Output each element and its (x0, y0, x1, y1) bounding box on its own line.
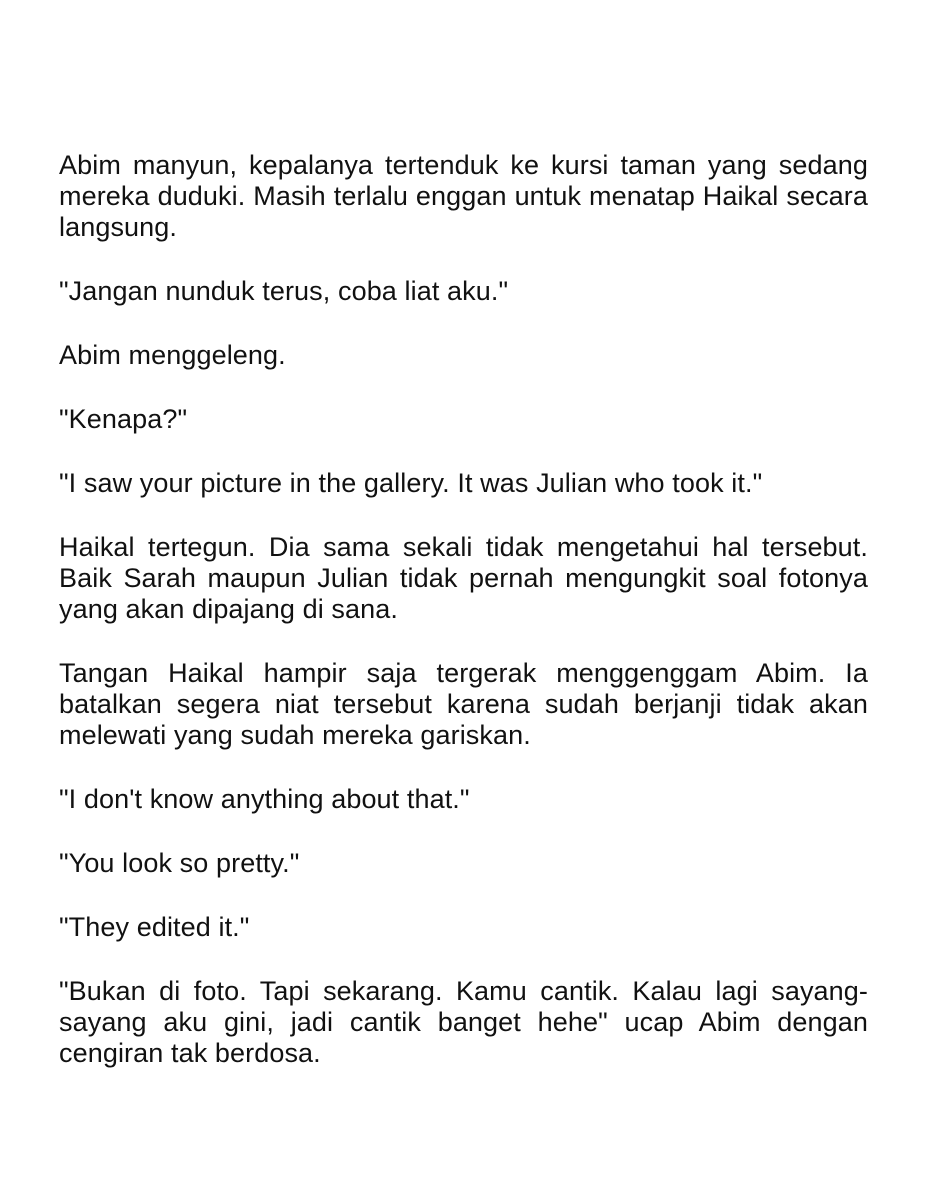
story-text (59, 150, 868, 1069)
dialogue-line: "They edited it." (59, 912, 250, 942)
dialogue-line: "You look so pretty." (59, 848, 300, 878)
paragraph: Abim menggeleng. (59, 340, 286, 370)
paragraph: Haikal tertegun. Dia sama sekali tidak mengetahui hal tersebut. Baik Sarah maupun Julian tidak pernah mengungkit soal fotonya yang akan dipajang di sana. (59, 532, 868, 624)
dialogue-line: "I don't know anything about that." (59, 784, 470, 814)
dialogue-line: "Jangan nunduk terus, coba liat aku." (59, 276, 509, 306)
dialogue-line: "Kenapa?" (59, 404, 188, 434)
paragraph: "Bukan di foto. Tapi sekarang. Kamu cantik. Kalau lagi sayang-sayang aku gini, jadi cantik banget hehe" ucap Abim dengan cengiran tak berdosa. (59, 976, 868, 1068)
paragraph: Tangan Haikal hampir saja tergerak menggenggam Abim. Ia batalkan segera niat tersebut karena sudah berjanji tidak akan melewati yang sudah mereka gariskan. (59, 658, 868, 750)
paragraph: Abim manyun, kepalanya tertenduk ke kursi taman yang sedang mereka duduki. Masih terlalu enggan untuk menatap Haikal secara langsung. (59, 150, 868, 242)
dialogue-line: "I saw your picture in the gallery. It was Julian who took it." (59, 468, 763, 498)
